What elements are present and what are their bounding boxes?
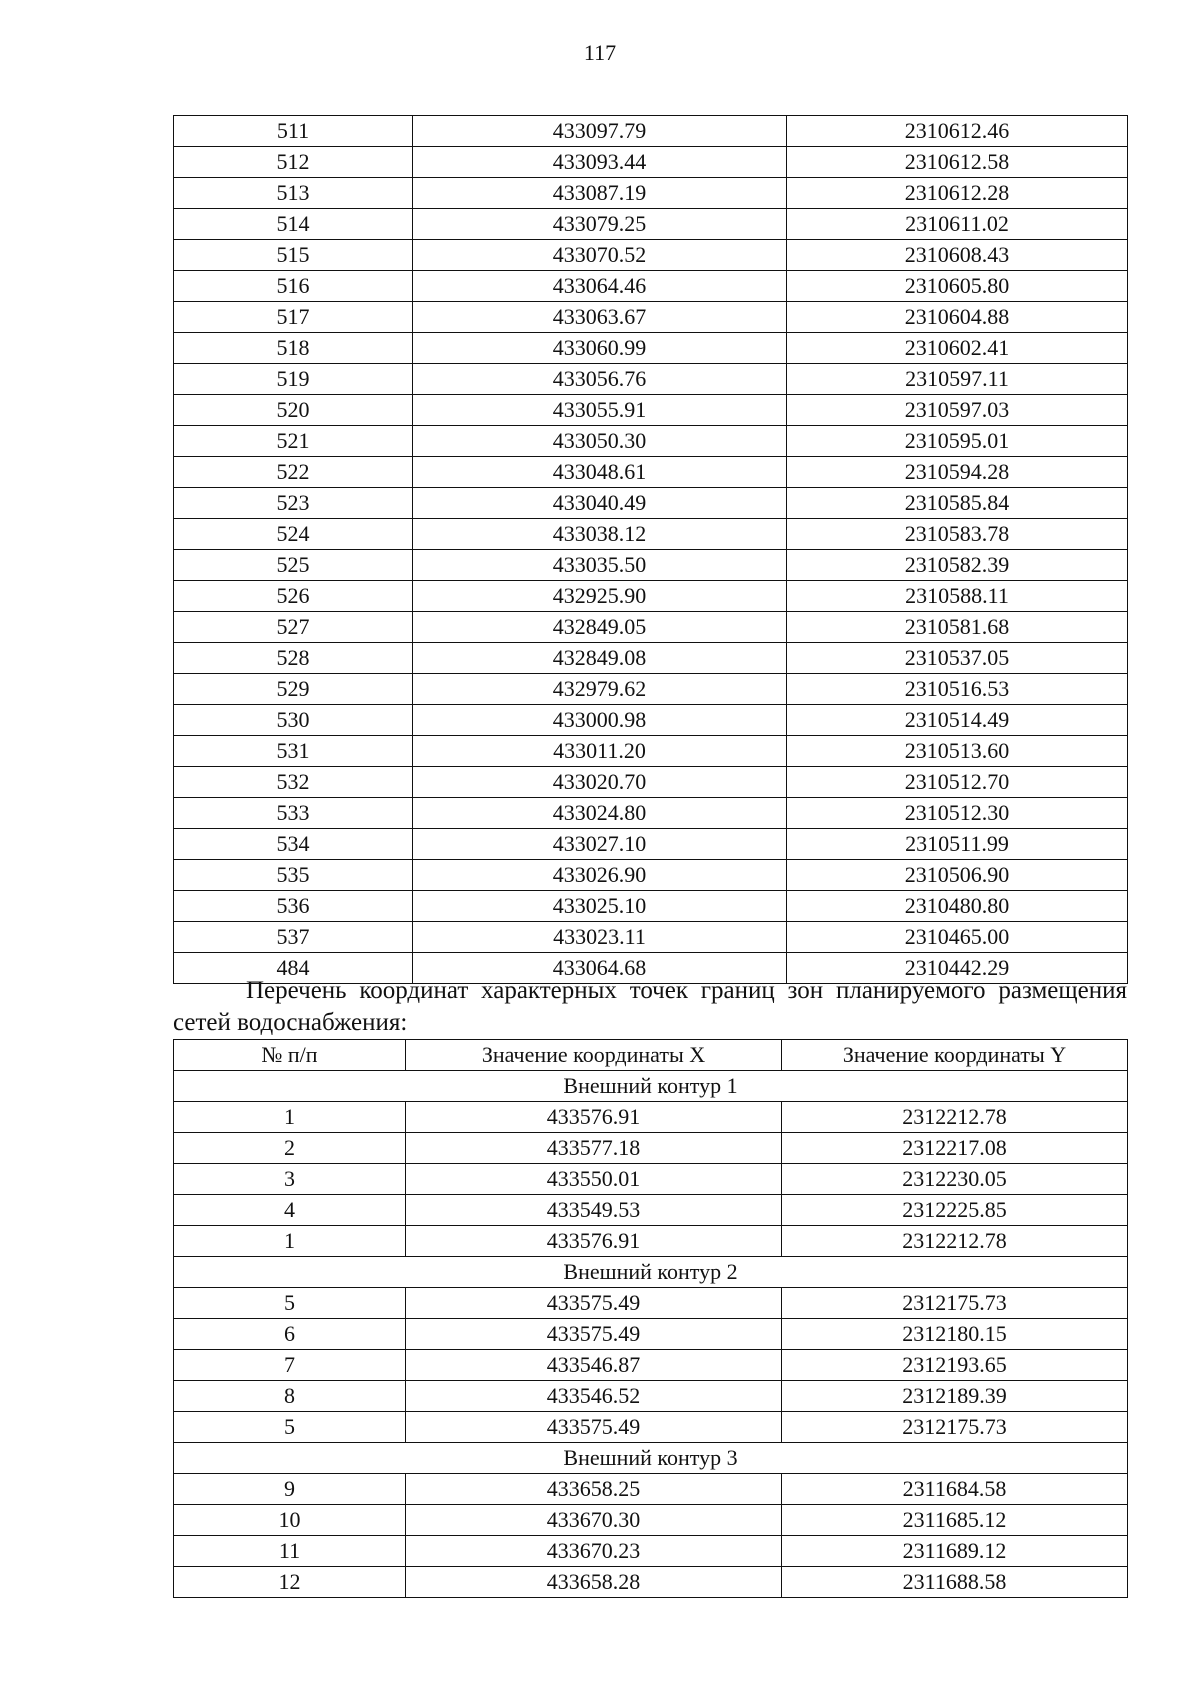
coordinate-y-cell: 2310612.28 (787, 178, 1128, 209)
point-number-cell: 524 (174, 519, 413, 550)
table-row (174, 271, 1128, 302)
coordinate-x-cell: 433575.49 (406, 1288, 782, 1319)
coordinate-y-cell: 2310605.80 (787, 271, 1128, 302)
coordinate-y-cell: 2312193.65 (782, 1350, 1128, 1381)
point-number-cell: 535 (174, 860, 413, 891)
table-row (174, 581, 1128, 612)
coordinate-x-cell: 433064.68 (413, 953, 787, 984)
coordinates-table-body (174, 116, 1128, 984)
table-row (174, 457, 1128, 488)
point-number-cell: 531 (174, 736, 413, 767)
coordinate-y-cell: 2312175.73 (782, 1288, 1128, 1319)
point-number-cell: 511 (174, 116, 413, 147)
coordinate-y-cell: 2312212.78 (782, 1226, 1128, 1257)
header-coordinate-y: Значение координаты Y (782, 1040, 1128, 1071)
coordinate-y-cell: 2310511.99 (787, 829, 1128, 860)
table-row (174, 364, 1128, 395)
table-row (174, 1195, 1128, 1226)
coordinate-x-cell: 433011.20 (413, 736, 787, 767)
point-number-cell: 5 (174, 1412, 406, 1443)
header-number: № п/п (174, 1040, 406, 1071)
table-row (174, 209, 1128, 240)
coordinate-y-cell: 2312180.15 (782, 1319, 1128, 1350)
table-header-row (174, 1040, 1128, 1071)
coordinate-x-cell: 433070.52 (413, 240, 787, 271)
table-row (174, 1567, 1128, 1598)
table-row (174, 488, 1128, 519)
coordinate-x-cell: 433023.11 (413, 922, 787, 953)
coordinate-x-cell: 433670.30 (406, 1505, 782, 1536)
coordinate-y-cell: 2310611.02 (787, 209, 1128, 240)
point-number-cell: 536 (174, 891, 413, 922)
coordinate-y-cell: 2312189.39 (782, 1381, 1128, 1412)
coordinate-x-cell: 433575.49 (406, 1412, 782, 1443)
coordinate-y-cell: 2311688.58 (782, 1567, 1128, 1598)
contour-title: Внешний контур 3 (174, 1443, 1128, 1474)
table-row (174, 1536, 1128, 1567)
point-number-cell: 529 (174, 674, 413, 705)
contour-title: Внешний контур 1 (174, 1071, 1128, 1102)
point-number-cell: 534 (174, 829, 413, 860)
table-row (174, 1381, 1128, 1412)
section-caption: Перечень координат характерных точек границ зон планируемого размещения сетей водоснабжения: (173, 977, 1127, 1036)
coordinate-x-cell: 433546.52 (406, 1381, 782, 1412)
coordinate-x-cell: 433549.53 (406, 1195, 782, 1226)
coordinate-y-cell: 2310612.58 (787, 147, 1128, 178)
contour-section-row (174, 1443, 1128, 1474)
coordinate-y-cell: 2312175.73 (782, 1412, 1128, 1443)
table-row (174, 1226, 1128, 1257)
coordinate-y-cell: 2310512.70 (787, 767, 1128, 798)
coordinate-y-cell: 2310588.11 (787, 581, 1128, 612)
point-number-cell: 11 (174, 1536, 406, 1567)
table-row (174, 116, 1128, 147)
coordinate-y-cell: 2311685.12 (782, 1505, 1128, 1536)
coordinate-y-cell: 2312225.85 (782, 1195, 1128, 1226)
point-number-cell: 513 (174, 178, 413, 209)
coordinate-y-cell: 2310582.39 (787, 550, 1128, 581)
coordinate-x-cell: 433026.90 (413, 860, 787, 891)
point-number-cell: 6 (174, 1319, 406, 1350)
coordinate-x-cell: 433055.91 (413, 395, 787, 426)
coordinate-x-cell: 432849.05 (413, 612, 787, 643)
table-row (174, 860, 1128, 891)
coordinate-x-cell: 433024.80 (413, 798, 787, 829)
point-number-cell: 528 (174, 643, 413, 674)
coordinate-y-cell: 2310480.80 (787, 891, 1128, 922)
coordinate-x-cell: 433575.49 (406, 1319, 782, 1350)
table-row (174, 395, 1128, 426)
point-number-cell: 530 (174, 705, 413, 736)
table-row (174, 891, 1128, 922)
table-row (174, 302, 1128, 333)
table-row (174, 1505, 1128, 1536)
table-row (174, 643, 1128, 674)
table-row (174, 426, 1128, 457)
table-row (174, 612, 1128, 643)
coordinate-x-cell: 433020.70 (413, 767, 787, 798)
coordinate-y-cell: 2310537.05 (787, 643, 1128, 674)
point-number-cell: 525 (174, 550, 413, 581)
table-row (174, 736, 1128, 767)
coordinates-table-continued (173, 115, 1128, 984)
coordinate-x-cell: 432979.62 (413, 674, 787, 705)
coordinate-y-cell: 2310513.60 (787, 736, 1128, 767)
table-row (174, 705, 1128, 736)
coordinate-x-cell: 433038.12 (413, 519, 787, 550)
point-number-cell: 523 (174, 488, 413, 519)
coordinate-y-cell: 2310608.43 (787, 240, 1128, 271)
point-number-cell: 3 (174, 1164, 406, 1195)
coordinate-x-cell: 433577.18 (406, 1133, 782, 1164)
point-number-cell: 516 (174, 271, 413, 302)
coordinate-x-cell: 433048.61 (413, 457, 787, 488)
coordinate-y-cell: 2310516.53 (787, 674, 1128, 705)
coordinate-x-cell: 433550.01 (406, 1164, 782, 1195)
point-number-cell: 520 (174, 395, 413, 426)
point-number-cell: 5 (174, 1288, 406, 1319)
coordinate-x-cell: 433093.44 (413, 147, 787, 178)
coordinate-x-cell: 433056.76 (413, 364, 787, 395)
point-number-cell: 8 (174, 1381, 406, 1412)
point-number-cell: 7 (174, 1350, 406, 1381)
coordinate-x-cell: 433000.98 (413, 705, 787, 736)
table-row (174, 178, 1128, 209)
coordinate-y-cell: 2311689.12 (782, 1536, 1128, 1567)
contour-title: Внешний контур 2 (174, 1257, 1128, 1288)
table-row (174, 1133, 1128, 1164)
water-supply-table-body (174, 1040, 1128, 1598)
coordinate-y-cell: 2310612.46 (787, 116, 1128, 147)
coordinate-y-cell: 2310442.29 (787, 953, 1128, 984)
coordinate-x-cell: 433063.67 (413, 302, 787, 333)
coordinate-x-cell: 433025.10 (413, 891, 787, 922)
coordinate-y-cell: 2312217.08 (782, 1133, 1128, 1164)
point-number-cell: 537 (174, 922, 413, 953)
coordinate-x-cell: 433050.30 (413, 426, 787, 457)
coordinate-y-cell: 2310465.00 (787, 922, 1128, 953)
table-row (174, 550, 1128, 581)
point-number-cell: 517 (174, 302, 413, 333)
coordinate-y-cell: 2310597.11 (787, 364, 1128, 395)
table-row (174, 519, 1128, 550)
coordinate-x-cell: 432925.90 (413, 581, 787, 612)
coordinate-x-cell: 433670.23 (406, 1536, 782, 1567)
coordinate-x-cell: 433546.87 (406, 1350, 782, 1381)
point-number-cell: 518 (174, 333, 413, 364)
coordinate-y-cell: 2311684.58 (782, 1474, 1128, 1505)
point-number-cell: 527 (174, 612, 413, 643)
water-supply-coordinates-table (173, 1039, 1128, 1598)
point-number-cell: 2 (174, 1133, 406, 1164)
table-row (174, 147, 1128, 178)
table-row (174, 1288, 1128, 1319)
table-row (174, 1412, 1128, 1443)
point-number-cell: 515 (174, 240, 413, 271)
coordinate-x-cell: 433097.79 (413, 116, 787, 147)
coordinate-x-cell: 433035.50 (413, 550, 787, 581)
header-coordinate-x: Значение координаты X (406, 1040, 782, 1071)
coordinate-x-cell: 433658.28 (406, 1567, 782, 1598)
point-number-cell: 12 (174, 1567, 406, 1598)
coordinate-x-cell: 433576.91 (406, 1226, 782, 1257)
contour-section-row (174, 1071, 1128, 1102)
point-number-cell: 1 (174, 1102, 406, 1133)
coordinate-y-cell: 2310604.88 (787, 302, 1128, 333)
table-row (174, 922, 1128, 953)
coordinate-y-cell: 2312230.05 (782, 1164, 1128, 1195)
coordinate-x-cell: 433079.25 (413, 209, 787, 240)
table-row (174, 829, 1128, 860)
point-number-cell: 9 (174, 1474, 406, 1505)
point-number-cell: 526 (174, 581, 413, 612)
point-number-cell: 521 (174, 426, 413, 457)
point-number-cell: 10 (174, 1505, 406, 1536)
coordinate-y-cell: 2310506.90 (787, 860, 1128, 891)
contour-section-row (174, 1257, 1128, 1288)
coordinate-x-cell: 433060.99 (413, 333, 787, 364)
point-number-cell: 533 (174, 798, 413, 829)
coordinate-x-cell: 433040.49 (413, 488, 787, 519)
coordinate-y-cell: 2310585.84 (787, 488, 1128, 519)
page-number: 117 (583, 40, 617, 65)
point-number-cell: 512 (174, 147, 413, 178)
coordinate-y-cell: 2312212.78 (782, 1102, 1128, 1133)
coordinate-y-cell: 2310597.03 (787, 395, 1128, 426)
table-row (174, 333, 1128, 364)
point-number-cell: 532 (174, 767, 413, 798)
coordinate-x-cell: 433064.46 (413, 271, 787, 302)
coordinate-x-cell: 433087.19 (413, 178, 787, 209)
coordinate-y-cell: 2310602.41 (787, 333, 1128, 364)
table-row (174, 798, 1128, 829)
coordinate-y-cell: 2310595.01 (787, 426, 1128, 457)
point-number-cell: 514 (174, 209, 413, 240)
coordinate-x-cell: 433027.10 (413, 829, 787, 860)
coordinate-y-cell: 2310512.30 (787, 798, 1128, 829)
table-row (174, 1474, 1128, 1505)
table-row (174, 1102, 1128, 1133)
point-number-cell: 484 (174, 953, 413, 984)
table-row (174, 1350, 1128, 1381)
point-number-cell: 4 (174, 1195, 406, 1226)
coordinate-y-cell: 2310594.28 (787, 457, 1128, 488)
coordinate-y-cell: 2310583.78 (787, 519, 1128, 550)
coordinate-x-cell: 433658.25 (406, 1474, 782, 1505)
table-row (174, 1319, 1128, 1350)
point-number-cell: 1 (174, 1226, 406, 1257)
coordinate-y-cell: 2310514.49 (787, 705, 1128, 736)
table-row (174, 674, 1128, 705)
table-row (174, 240, 1128, 271)
point-number-cell: 519 (174, 364, 413, 395)
coordinate-y-cell: 2310581.68 (787, 612, 1128, 643)
table-row (174, 1164, 1128, 1195)
point-number-cell: 522 (174, 457, 413, 488)
table-row (174, 767, 1128, 798)
coordinate-x-cell: 433576.91 (406, 1102, 782, 1133)
coordinate-x-cell: 432849.08 (413, 643, 787, 674)
